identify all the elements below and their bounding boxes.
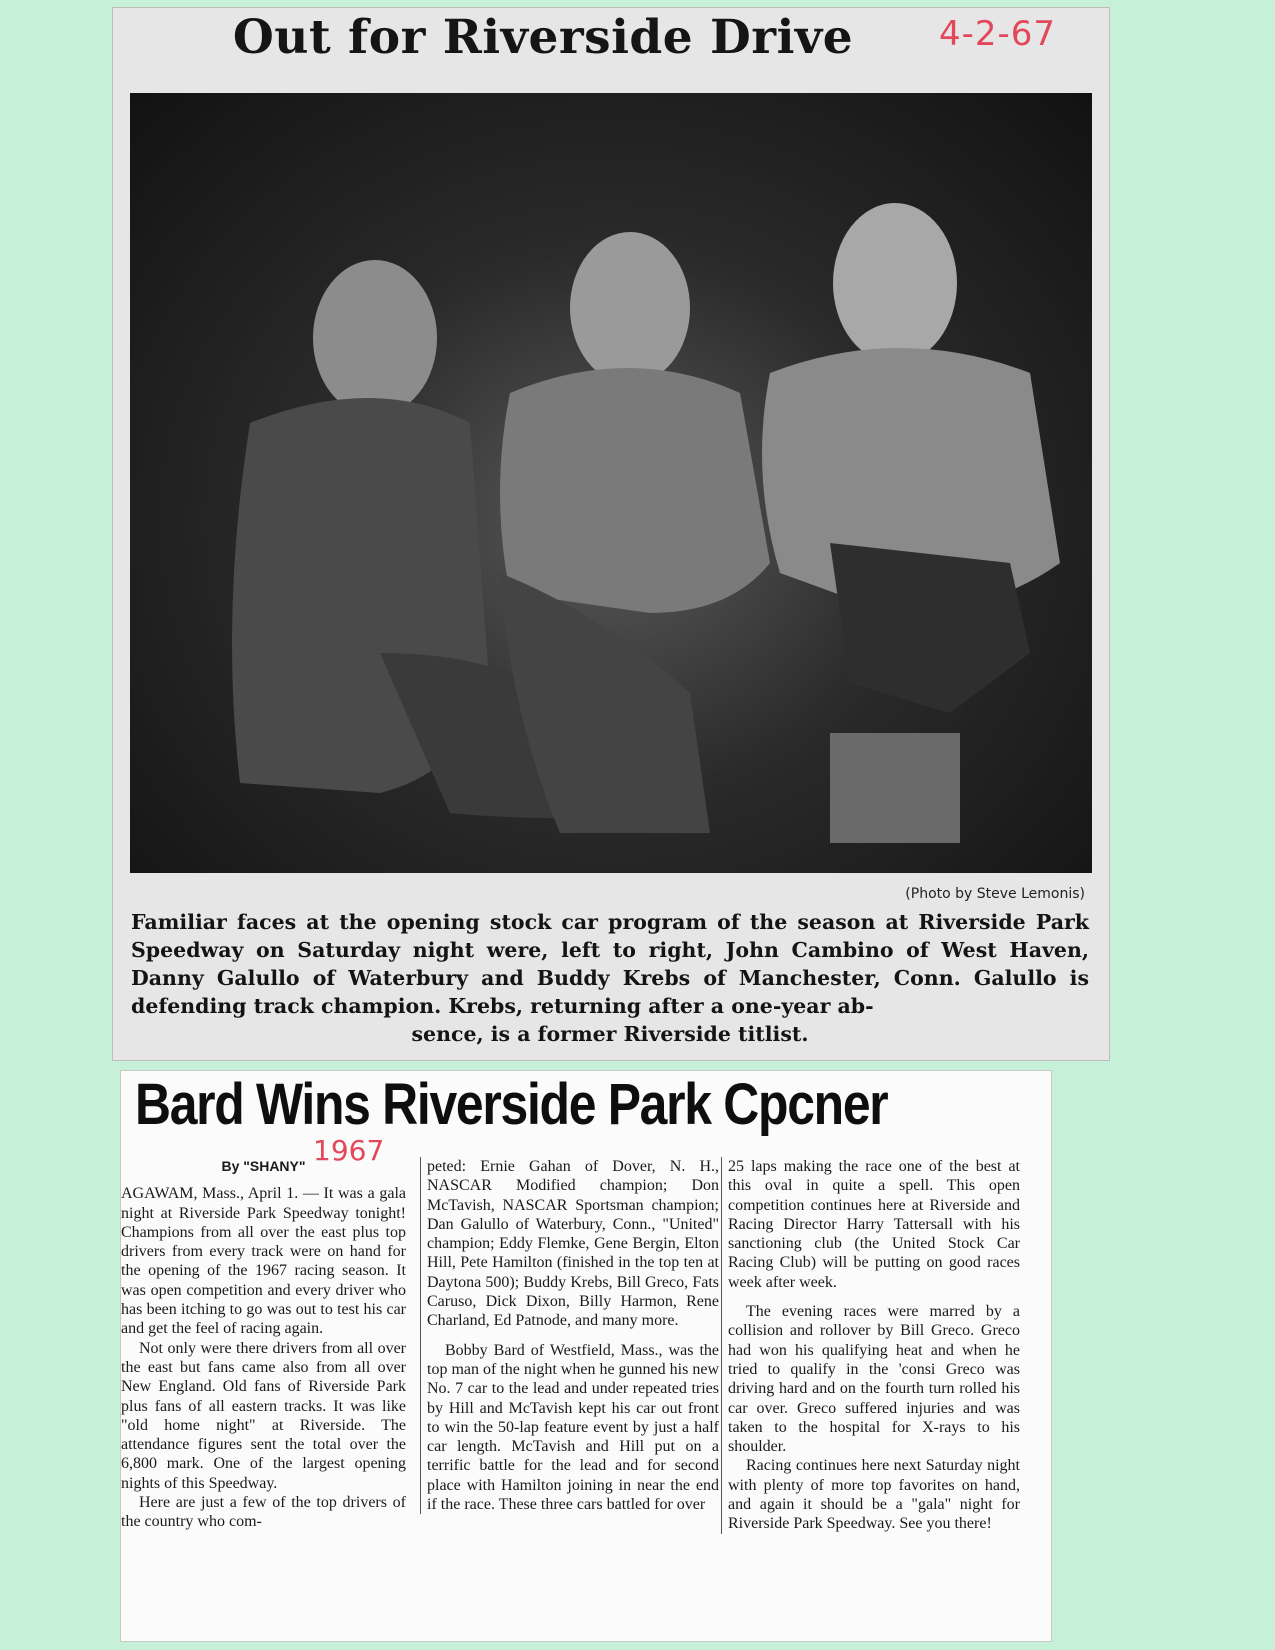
- article-clipping: [121, 1071, 1051, 1641]
- handwritten-year: 1967: [313, 1134, 385, 1167]
- byline: [121, 1134, 406, 1176]
- photo-credit: (Photo by Steve Lemonis): [905, 886, 1085, 902]
- paragraph: peted: Ernie Gahan of Dover, N. H., NASCAR Modified champion; Don McTavish, NASCAR Sportsman champion; Dan Galullo of Waterbury, Conn., "United" champion; Eddy Flemke, Gene Bergin, Elton Hill, Pete Hamilton (finished in the top ten at Daytona 500); Buddy Krebs, Bill Greco, Fats Caruso, Dick Dixon, Billy Harmon, Rene Charland, Ed Patnode, and many more.: [427, 1158, 719, 1330]
- article-column-2: [420, 1157, 719, 1514]
- article-headline: Bard Wins Riverside Park Cpcner: [135, 1072, 888, 1137]
- caption-text: Familiar faces at the opening stock car program of the season at Riverside Park Speedway on Saturday night were, left to right, John Cambino of West Haven, Danny Galullo of Waterbury and Buddy Krebs of Manchester, Conn. Galullo is defending track champion. Krebs, returning after a one-year ab-: [131, 910, 1089, 1018]
- article-column-3: [721, 1157, 1020, 1534]
- paragraph: Here are just a few of the top drivers of the country who com-: [121, 1494, 406, 1531]
- photo-headline: Out for Riverside Drive: [232, 10, 854, 65]
- paragraph: 25 laps making the race one of the best at this oval in quite a spell. This open competition continues here at Riverside and Racing Director Harry Tattersall with his sanctioning club (the United Stock Car Racing Club) will be putting on good races week after week.: [728, 1158, 1020, 1291]
- handwritten-date: 4-2-67: [939, 14, 1057, 54]
- caption-last-line: sence, is a former Riverside titlist.: [411, 1022, 809, 1046]
- top-clipping: [113, 8, 1109, 1060]
- paragraph: Bobby Bard of Westfield, Mass., was the top man of the night when he gunned his new No. 7 car to the lead and under repeated tries by Hill and McTavish kept his car out front to win the 50-lap feature event by just a half car length. McTavish and Hill put on a terrific battle for the lead and for second place with Hamilton joining in near the end if the race. These three cars battled for over: [427, 1341, 719, 1514]
- byline-text: By "SHANY": [221, 1158, 306, 1174]
- photo-illustration: [130, 93, 1092, 873]
- paragraph: The evening races were marred by a collision and rollover by Bill Greco. Greco had won his qualifying heat and when he tried to qualify in the 'consi Greco was driving hard and on the fourth turn rolled his car over. Greco suffered injuries and was taken to the hospital for X-rays to his shoulder.: [728, 1303, 1020, 1456]
- paragraph: Racing continues here next Saturday night with plenty of more top favorites on hand, and again it should be a "gala" night for Riverside Park Speedway. See you there!: [728, 1457, 1020, 1533]
- article-column-1: [121, 1134, 406, 1532]
- news-photo: [130, 93, 1092, 873]
- photo-caption: [131, 908, 1089, 1048]
- paragraph: Not only were there drivers from all over the east but fans came also from all over New England. Old fans of Riverside Park plus fans of all eastern tracks. It was like "old home night" at Riverside. The attendance figures sent the total over the 6,800 mark. One of the largest opening nights of this Speedway.: [121, 1339, 406, 1492]
- paragraph: AGAWAM, Mass., April 1. — It was a gala night at Riverside Park Speedway tonight! Champions from all over the east plus top drivers from every track were on hand for the opening of the 1967 racing season. It was open competition and every driver who has been itching to go was out to test his car and get the feel of racing again.: [121, 1185, 406, 1338]
